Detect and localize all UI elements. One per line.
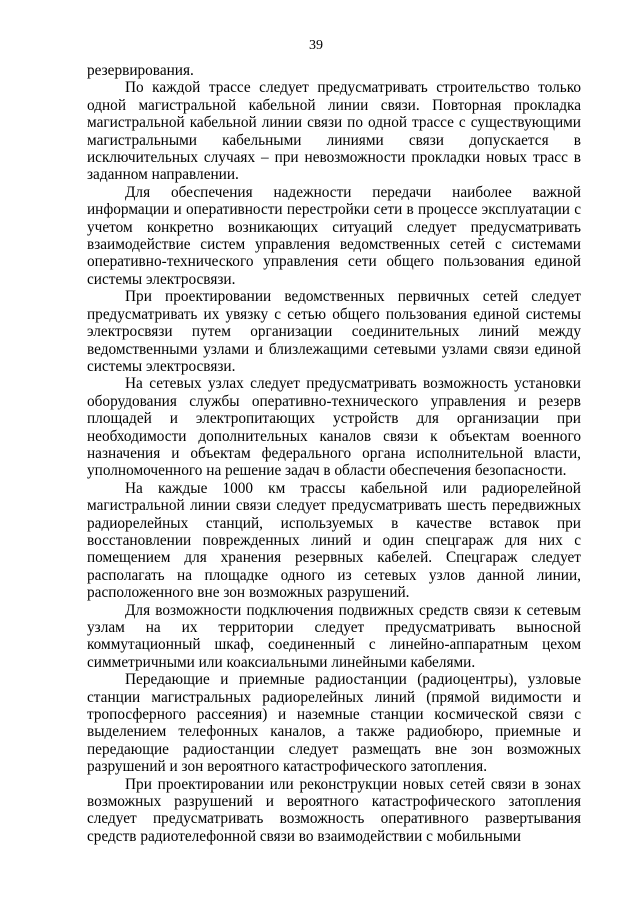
paragraph: Передающие и приемные радиостанции (радиоцентры), узловые станции магистральных радиорелейных линий (прямой видимости и тропосферного рассеяния) и наземные станции космической связи с выделением телефонных каналов, а также радиобюро, приемные и передающие радиостанции следует размещать вне зон возможных разрушений и зон вероятного катастрофического затопления. (87, 671, 581, 776)
paragraph: На сетевых узлах следует предусматривать возможность установки оборудования службы оперативно-технического управления и резерв площадей и электропитающих устройств для организации при необходимости дополнительных каналов связи к объектам военного назначения и объектам федерального органа исполнительной власти, уполномоченного на решение задач в области обеспечения безопасности. (87, 375, 581, 480)
paragraph: При проектировании ведомственных первичных сетей следует предусматривать их увязку с сетью общего пользования единой системы электросвязи путем организации соединительных линий между ведомственными узлами и близлежащими сетевыми узлами связи единой системы электросвязи. (87, 288, 581, 375)
document-body (87, 62, 581, 845)
paragraph: Для возможности подключения подвижных средств связи к сетевым узлам на их территории следует предусматривать выносной коммутационный шкаф, соединенный с линейно-аппаратным цехом симметричными или коаксиальными линейными кабелями. (87, 601, 581, 671)
paragraph-continuation: резервирования. (87, 62, 194, 79)
page-number: 39 (309, 38, 323, 53)
paragraph: Для обеспечения надежности передачи наиболее важной информации и оперативности перестройки сети в процессе эксплуатации с учетом конкретно возникающих ситуаций следует предусматривать взаимодействие систем управления ведомственных сетей с системами оперативно-технического управления сети общего пользования единой системы электросвязи. (87, 183, 581, 288)
paragraph: На каждые 1000 км трассы кабельной или радиорелейной магистральной линии связи следует предусматривать шесть передвижных радиорелейных станций, используемых в качестве вставок при восстановлении поврежденных линий и один спецгараж для них с помещением для хранения резервных кабелей. Спецгараж следует располагать на площадке одного из сетевых узлов данной линии, расположенного вне зон возможных разрушений. (87, 479, 581, 602)
paragraph: По каждой трассе следует предусматривать строительство только одной магистральной кабельной линии связи. Повторная прокладка магистральной кабельной линии связи по одной трассе с существующими магистральными кабельными линиями связи допускается в исключительных случаях – при невозможности прокладки новых трасс в заданном направлении. (87, 79, 581, 184)
paragraph: При проектировании или реконструкции новых сетей связи в зонах возможных разрушений и вероятного катастрофического затопления следует предусматривать возможность оперативного развертывания средств радиотелефонной связи во взаимодействии с мобильными (87, 775, 581, 845)
